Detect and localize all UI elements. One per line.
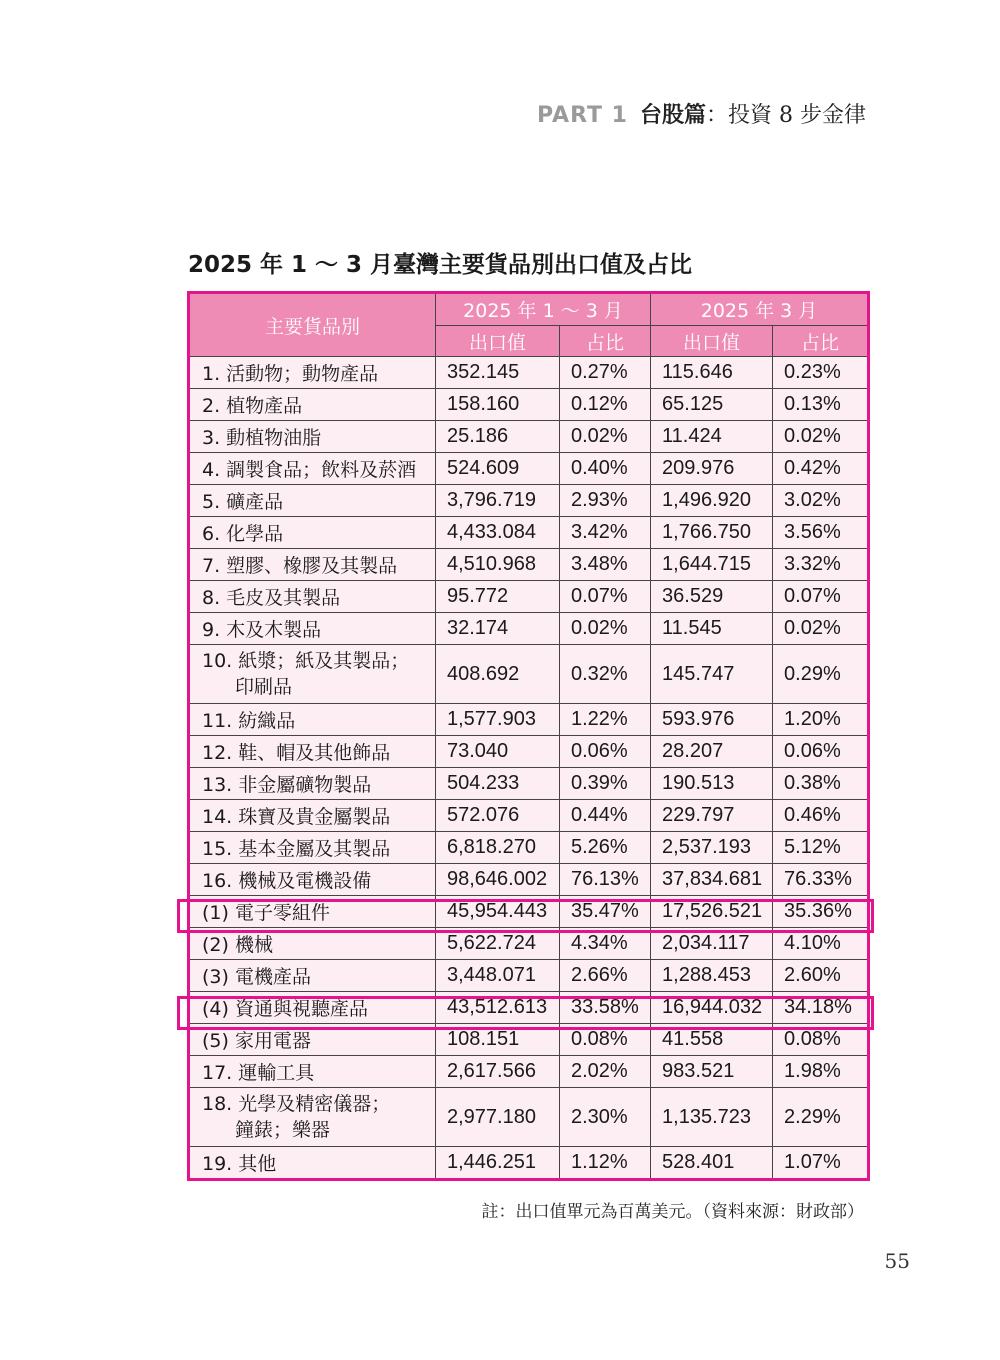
row-category: 12. 鞋、帽及其他飾品 xyxy=(189,736,436,768)
row-category: (1) 電子零組件 xyxy=(189,896,436,928)
table-row-highlighted xyxy=(189,992,869,1024)
q1-value: 3,796.719 xyxy=(436,485,560,517)
section-subtitle: ：投資 8 步金律 xyxy=(706,103,866,128)
row-category: 3. 動植物油脂 xyxy=(189,421,436,453)
q1-value: 524.609 xyxy=(436,453,560,485)
march-value: 16,944.032 xyxy=(651,992,773,1024)
march-value: 593.976 xyxy=(651,704,773,736)
march-value: 36.529 xyxy=(651,581,773,613)
table-row xyxy=(189,453,869,485)
march-value: 190.513 xyxy=(651,768,773,800)
march-value: 115.646 xyxy=(651,357,773,389)
march-value: 145.747 xyxy=(651,645,773,704)
march-share: 1.98% xyxy=(773,1056,869,1088)
march-share: 0.46% xyxy=(773,800,869,832)
march-share: 4.10% xyxy=(773,928,869,960)
q1-share: 0.44% xyxy=(560,800,651,832)
q1-value: 2,617.566 xyxy=(436,1056,560,1088)
q1-share: 5.26% xyxy=(560,832,651,864)
march-share: 3.56% xyxy=(773,517,869,549)
q1-share: 0.27% xyxy=(560,357,651,389)
page-number: 55 xyxy=(884,1249,910,1273)
table-row xyxy=(189,549,869,581)
march-value: 229.797 xyxy=(651,800,773,832)
march-share: 35.36% xyxy=(773,896,869,928)
q1-share: 35.47% xyxy=(560,896,651,928)
q1-value: 4,433.084 xyxy=(436,517,560,549)
row-category-line1: 18. 光學及精密儀器； xyxy=(202,1093,391,1115)
table-row xyxy=(189,485,869,517)
header-q1-share: 占比 xyxy=(560,326,651,357)
march-share: 0.08% xyxy=(773,1024,869,1056)
q1-share: 2.30% xyxy=(560,1088,651,1147)
march-share: 0.13% xyxy=(773,389,869,421)
table-row xyxy=(189,768,869,800)
march-share: 1.20% xyxy=(773,704,869,736)
row-category: 2. 植物產品 xyxy=(189,389,436,421)
row-category: 8. 毛皮及其製品 xyxy=(189,581,436,613)
march-share: 1.07% xyxy=(773,1147,869,1180)
q1-value: 108.151 xyxy=(436,1024,560,1056)
table-row xyxy=(189,517,869,549)
march-value: 2,034.117 xyxy=(651,928,773,960)
table-row xyxy=(189,581,869,613)
march-value: 41.558 xyxy=(651,1024,773,1056)
header-category: 主要貨品別 xyxy=(189,293,436,357)
q1-share: 76.13% xyxy=(560,864,651,896)
row-category: 16. 機械及電機設備 xyxy=(189,864,436,896)
march-share: 2.29% xyxy=(773,1088,869,1147)
table-title: 2025 年 1 ～ 3 月臺灣主要貨品別出口值及占比 xyxy=(188,252,693,278)
q1-share: 1.22% xyxy=(560,704,651,736)
march-share: 0.07% xyxy=(773,581,869,613)
q1-value: 43,512.613 xyxy=(436,992,560,1024)
q1-value: 408.692 xyxy=(436,645,560,704)
table-row xyxy=(189,736,869,768)
q1-share: 0.32% xyxy=(560,645,651,704)
q1-share: 0.06% xyxy=(560,736,651,768)
q1-value: 95.772 xyxy=(436,581,560,613)
q1-value: 25.186 xyxy=(436,421,560,453)
march-share: 0.02% xyxy=(773,421,869,453)
q1-share: 0.07% xyxy=(560,581,651,613)
row-category: 13. 非金屬礦物製品 xyxy=(189,768,436,800)
row-category: 17. 運輸工具 xyxy=(189,1056,436,1088)
q1-share: 2.66% xyxy=(560,960,651,992)
march-value: 17,526.521 xyxy=(651,896,773,928)
q1-share: 2.02% xyxy=(560,1056,651,1088)
header-group-q1: 2025 年 1 ～ 3 月 xyxy=(436,293,651,326)
march-share: 0.23% xyxy=(773,357,869,389)
q1-value: 32.174 xyxy=(436,613,560,645)
table-row xyxy=(189,1024,869,1056)
q1-share: 0.12% xyxy=(560,389,651,421)
header-march-share: 占比 xyxy=(773,326,869,357)
table-body xyxy=(189,357,869,1180)
march-value: 2,537.193 xyxy=(651,832,773,864)
q1-value: 6,818.270 xyxy=(436,832,560,864)
march-value: 1,496.920 xyxy=(651,485,773,517)
q1-value: 1,446.251 xyxy=(436,1147,560,1180)
q1-share: 0.08% xyxy=(560,1024,651,1056)
q1-share: 1.12% xyxy=(560,1147,651,1180)
q1-share: 4.34% xyxy=(560,928,651,960)
q1-value: 5,622.724 xyxy=(436,928,560,960)
q1-value: 352.145 xyxy=(436,357,560,389)
export-table xyxy=(187,291,870,1181)
table-row xyxy=(189,832,869,864)
q1-share: 33.58% xyxy=(560,992,651,1024)
row-category xyxy=(189,645,436,704)
row-category: 4. 調製食品；飲料及菸酒 xyxy=(189,453,436,485)
header-march-value: 出口值 xyxy=(651,326,773,357)
row-category-line2: 印刷品 xyxy=(235,676,293,698)
table-row xyxy=(189,928,869,960)
march-share: 3.02% xyxy=(773,485,869,517)
q1-value: 73.040 xyxy=(436,736,560,768)
row-category-line1: 10. 紙漿；紙及其製品； xyxy=(202,650,410,672)
q1-value: 4,510.968 xyxy=(436,549,560,581)
q1-value: 45,954.443 xyxy=(436,896,560,928)
table-row xyxy=(189,1056,869,1088)
table-row xyxy=(189,1147,869,1180)
march-share: 3.32% xyxy=(773,549,869,581)
table-row xyxy=(189,357,869,389)
march-value: 528.401 xyxy=(651,1147,773,1180)
march-share: 0.38% xyxy=(773,768,869,800)
row-category: 1. 活動物；動物產品 xyxy=(189,357,436,389)
export-table-wrapper xyxy=(187,291,867,1181)
table-row xyxy=(189,1088,869,1147)
march-value: 11.424 xyxy=(651,421,773,453)
running-head xyxy=(537,98,866,129)
march-share: 34.18% xyxy=(773,992,869,1024)
header-q1-value: 出口值 xyxy=(436,326,560,357)
table-row xyxy=(189,704,869,736)
table-row-highlighted xyxy=(189,896,869,928)
section-title: 台股篇 xyxy=(640,103,707,128)
table-row xyxy=(189,389,869,421)
table-row xyxy=(189,864,869,896)
table-row xyxy=(189,960,869,992)
march-value: 1,135.723 xyxy=(651,1088,773,1147)
row-category: 14. 珠寶及貴金屬製品 xyxy=(189,800,436,832)
row-category: (2) 機械 xyxy=(189,928,436,960)
row-category: 11. 紡織品 xyxy=(189,704,436,736)
q1-share: 2.93% xyxy=(560,485,651,517)
march-share: 0.42% xyxy=(773,453,869,485)
row-category: 9. 木及木製品 xyxy=(189,613,436,645)
row-category: (4) 資通與視聽產品 xyxy=(189,992,436,1024)
q1-value: 98,646.002 xyxy=(436,864,560,896)
march-value: 1,288.453 xyxy=(651,960,773,992)
q1-share: 0.02% xyxy=(560,613,651,645)
row-category-line2: 鐘錶；樂器 xyxy=(235,1119,331,1141)
row-category: 15. 基本金屬及其製品 xyxy=(189,832,436,864)
table-row xyxy=(189,645,869,704)
q1-value: 1,577.903 xyxy=(436,704,560,736)
march-value: 1,766.750 xyxy=(651,517,773,549)
header-group-march: 2025 年 3 月 xyxy=(651,293,869,326)
q1-value: 3,448.071 xyxy=(436,960,560,992)
march-value: 37,834.681 xyxy=(651,864,773,896)
q1-share: 0.40% xyxy=(560,453,651,485)
march-value: 11.545 xyxy=(651,613,773,645)
row-category: 7. 塑膠、橡膠及其製品 xyxy=(189,549,436,581)
march-share: 5.12% xyxy=(773,832,869,864)
march-share: 0.06% xyxy=(773,736,869,768)
march-share: 0.29% xyxy=(773,645,869,704)
q1-share: 3.48% xyxy=(560,549,651,581)
table-row xyxy=(189,613,869,645)
march-value: 65.125 xyxy=(651,389,773,421)
row-category: 5. 礦產品 xyxy=(189,485,436,517)
q1-value: 504.233 xyxy=(436,768,560,800)
march-value: 28.207 xyxy=(651,736,773,768)
march-share: 76.33% xyxy=(773,864,869,896)
row-category: (3) 電機產品 xyxy=(189,960,436,992)
table-note: 註：出口值單元為百萬美元。（資料來源：財政部） xyxy=(481,1202,864,1222)
march-value: 1,644.715 xyxy=(651,549,773,581)
row-category xyxy=(189,1088,436,1147)
march-share: 2.60% xyxy=(773,960,869,992)
q1-value: 2,977.180 xyxy=(436,1088,560,1147)
q1-value: 158.160 xyxy=(436,389,560,421)
table-row xyxy=(189,800,869,832)
q1-share: 0.39% xyxy=(560,768,651,800)
part-label: PART 1 xyxy=(536,103,628,128)
march-value: 983.521 xyxy=(651,1056,773,1088)
row-category: (5) 家用電器 xyxy=(189,1024,436,1056)
march-value: 209.976 xyxy=(651,453,773,485)
march-share: 0.02% xyxy=(773,613,869,645)
row-category: 6. 化學品 xyxy=(189,517,436,549)
table-row xyxy=(189,421,869,453)
row-category: 19. 其他 xyxy=(189,1147,436,1180)
q1-value: 572.076 xyxy=(436,800,560,832)
q1-share: 3.42% xyxy=(560,517,651,549)
q1-share: 0.02% xyxy=(560,421,651,453)
